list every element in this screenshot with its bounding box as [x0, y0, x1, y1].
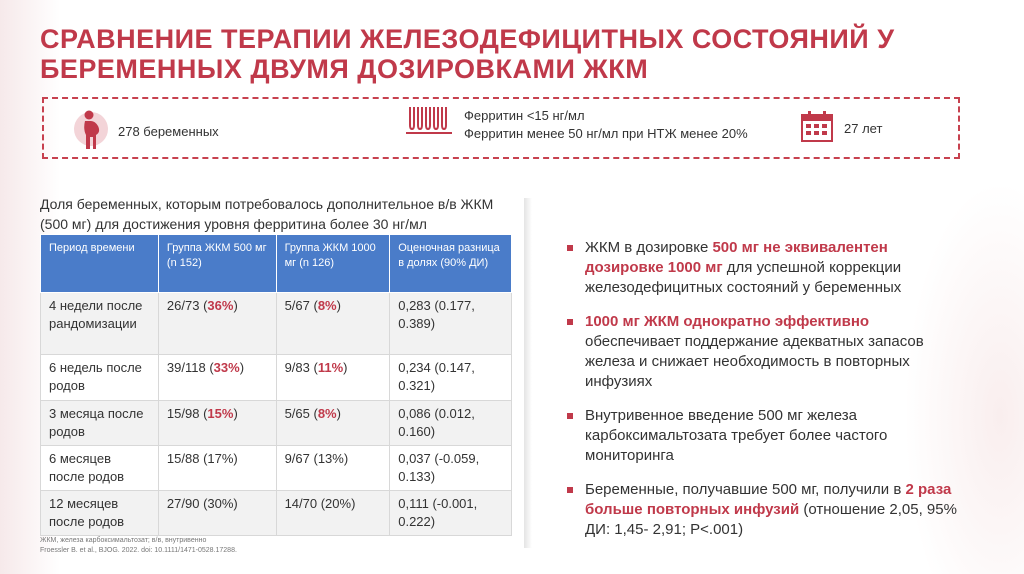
cell-period: 3 месяца после родов: [41, 401, 159, 446]
panel-divider: [524, 198, 532, 548]
cell-period: 12 месяцев после родов: [41, 491, 159, 536]
column-header-group-1000: Группа ЖКМ 1000 мг (n 126): [276, 235, 390, 293]
column-header-difference: Оценочная разница в долях (90% ДИ): [390, 235, 512, 293]
list-item: 1000 мг ЖКМ однократно эффективно обеспечивает поддержание адекватных запасов железа и снижает необходимость в повторных инфузиях: [565, 312, 965, 392]
ferritin-criterion-2: Ферритин менее 50 нг/мл при НТЖ менее 20%: [464, 125, 748, 141]
conclusions-list: [565, 238, 965, 554]
calendar-icon: [800, 109, 834, 148]
table-row: [41, 491, 512, 536]
list-item: Внутривенное введение 500 мг железа карбоксимальтозата требует более частого мониторинга: [565, 406, 965, 466]
ferritin-info: [404, 105, 748, 144]
cell-period: 6 недель после родов: [41, 355, 159, 401]
footnote-reference: Froessler B. et al., BJOG. 2022. doi: 10.1111/1471-0528.17288.: [40, 547, 237, 554]
column-header-group-500: Группа ЖКМ 500 мг (n 152): [158, 235, 276, 293]
cell-group-1000: 9/67 (13%): [276, 446, 390, 491]
study-info-banner: [42, 97, 960, 159]
footnote: [40, 536, 520, 556]
patients-count: 278 беременных: [118, 123, 219, 139]
cell-difference: 0,111 (-0.001, 0.222): [390, 491, 512, 536]
list-item: ЖКМ в дозировке 500 мг не эквивалентен дозировке 1000 мг для успешной коррекции железодефицитных состояний у беременных: [565, 238, 965, 298]
slide-title: СРАВНЕНИЕ ТЕРАПИИ ЖЕЛЕЗОДЕФИЦИТНЫХ СОСТОЯНИЙ У БЕРЕМЕННЫХ ДВУМЯ ДОЗИРОВКАМИ ЖКМ: [40, 24, 895, 84]
cell-group-500: 39/118 (33%): [158, 355, 276, 401]
results-table: [40, 234, 512, 536]
footnote-abbreviations: ЖКМ, железа карбоксимальтозат; в/в, внутривенно: [40, 537, 207, 544]
column-header-period: Период времени: [41, 235, 159, 293]
cell-difference: 0,234 (0.147, 0.321): [390, 355, 512, 401]
table-caption: Доля беременных, которым потребовалось дополнительное в/в ЖКМ (500 мг) для достижения уровня ферритина более 30 нг/мл: [40, 196, 494, 232]
list-item: Беременные, получавшие 500 мг, получили в 2 раза больше повторных инфузий (отношение 2,05, 95% ДИ: 1,45- 2,91; P<.001): [565, 480, 965, 540]
table-row: [41, 355, 512, 401]
table-header-row: [41, 235, 512, 293]
ferritin-criterion-1: Ферритин <15 нг/мл: [464, 107, 585, 123]
cell-group-500: 15/88 (17%): [158, 446, 276, 491]
patients-info: [74, 107, 219, 156]
cell-difference: 0,037 (-0.059, 0.133): [390, 446, 512, 491]
mean-age: 27 лет: [844, 120, 883, 136]
cell-period: 6 месяцев после родов: [41, 446, 159, 491]
table-row: [41, 401, 512, 446]
cell-group-500: 15/98 (15%): [158, 401, 276, 446]
cell-difference: 0,283 (0.177, 0.389): [390, 293, 512, 355]
cell-group-500: 26/73 (36%): [158, 293, 276, 355]
age-info: [800, 109, 882, 148]
cell-difference: 0,086 (0.012, 0.160): [390, 401, 512, 446]
cell-period: 4 недели после рандомизации: [41, 293, 159, 355]
table-row: [41, 446, 512, 491]
cell-group-1000: 5/67 (8%): [276, 293, 390, 355]
cell-group-1000: 9/83 (11%): [276, 355, 390, 401]
pregnant-woman-icon: [74, 107, 108, 156]
test-tubes-icon: [404, 105, 454, 144]
cell-group-1000: 14/70 (20%): [276, 491, 390, 536]
cell-group-1000: 5/65 (8%): [276, 401, 390, 446]
cell-group-500: 27/90 (30%): [158, 491, 276, 536]
table-row: [41, 293, 512, 355]
